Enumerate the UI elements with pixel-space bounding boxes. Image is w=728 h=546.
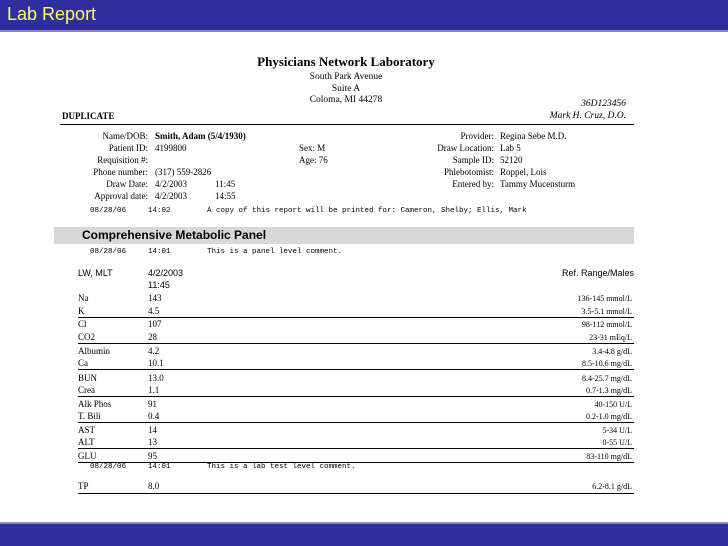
name-label: Name/DOB:	[102, 131, 148, 141]
lab-address-line2: Suite A	[331, 84, 361, 94]
result-name: Crea	[78, 385, 95, 395]
result-range: 8.5-10.6 mg/dL	[582, 359, 632, 368]
result-value: 10.1	[148, 358, 164, 368]
name-value: Smith, Adam (5/4/1930)	[155, 131, 246, 141]
draw-location-value: Lab 5	[500, 143, 521, 153]
copy-note-text: A copy of this report will be printed for: Cameron, Shelby; Ellis, Mark	[207, 207, 527, 215]
phone-value: (317) 559-2826	[155, 167, 212, 177]
result-value: 13.0	[148, 373, 164, 383]
result-value: 13	[148, 437, 157, 447]
result-range: 40-150 U/L	[594, 400, 632, 409]
phone-label: Phone number:	[93, 167, 148, 177]
result-value: 4.5	[148, 306, 160, 316]
copy-note-date: 08/28/06	[90, 207, 127, 215]
panel-comment-date: 08/28/06	[90, 248, 127, 256]
approval-date-value: 4/2/2003	[155, 191, 188, 201]
lab-name: Physicians Network Laboratory	[257, 54, 435, 69]
lab-director: Mark H. Cruz, D.O.	[549, 111, 626, 121]
header-rule	[60, 124, 634, 125]
phlebotomist-label: Phlebotomist:	[443, 167, 494, 177]
panel-header	[54, 227, 634, 244]
result-name: CO2	[78, 332, 96, 342]
result-value: 8.0	[148, 481, 160, 491]
result-range: 98-112 mmol/L	[581, 320, 632, 329]
result-group-divider	[78, 396, 634, 397]
sex-value: Sex: M	[299, 143, 326, 153]
result-value: 0.4	[148, 411, 160, 421]
result-name: Cl	[78, 319, 87, 329]
draw-date-value: 4/2/2003	[155, 179, 188, 189]
column-time: 11:45	[148, 280, 170, 290]
patient-id-value: 4199800	[155, 143, 187, 153]
draw-date-label: Draw Date:	[106, 179, 148, 189]
approval-date-label: Approval date:	[94, 191, 148, 201]
result-range: 5-34 U/L	[602, 426, 632, 435]
result-range: 3.5-5.1 mmol/L	[581, 307, 632, 316]
result-value: 91	[148, 399, 157, 409]
sample-id-label: Sample ID:	[452, 155, 494, 165]
result-name: BUN	[78, 373, 98, 383]
duplicate-label: DUPLICATE	[62, 111, 115, 121]
age-value: Age: 76	[299, 155, 328, 165]
result-range: 23-31 mEq/L	[589, 333, 632, 342]
result-name: Ca	[78, 358, 88, 368]
phlebotomist-value: Roppel, Lois	[500, 167, 547, 177]
slide-title: Lab Report	[7, 4, 97, 24]
column-date: 4/2/2003	[148, 268, 184, 278]
title-bar	[0, 0, 728, 30]
copy-note-time: 14:02	[148, 207, 171, 215]
provider-label: Provider:	[460, 131, 494, 141]
result-range: 0.7-1.3 mg/dL	[586, 386, 632, 395]
entered-by-value: Tammy Mucensturm	[500, 179, 576, 189]
lab-address-line1: South Park Avenue	[309, 72, 383, 82]
column-tech-label: LW, MLT	[78, 268, 113, 278]
result-name: Na	[78, 293, 89, 303]
result-value: 4.2	[148, 346, 160, 356]
approval-time-value: 14:55	[215, 191, 236, 201]
result-range: 136-145 mmol/L	[577, 294, 632, 303]
result-group-divider	[78, 369, 634, 370]
result-range: 6.2-8.1 g/dL	[592, 482, 632, 491]
result-name: T. Bili	[78, 411, 101, 421]
result-name: ALT	[78, 437, 95, 447]
lab-address-city: Coloma, MI 44278	[309, 95, 383, 105]
result-value: 28	[148, 332, 157, 342]
entered-by-label: Entered by:	[452, 179, 494, 189]
footer-bar	[0, 524, 728, 546]
draw-location-label: Draw Location:	[437, 143, 494, 153]
result-range: 83-110 mg/dL	[586, 452, 632, 461]
sample-id-value: 52120	[500, 155, 523, 165]
panel-comment-time: 14:01	[148, 248, 171, 256]
result-name: Alk Phos	[78, 399, 112, 409]
result-range: 0-55 U/L	[602, 438, 632, 447]
requisition-label: Requisition #:	[97, 155, 148, 165]
result-group-divider	[78, 493, 634, 494]
panel-title: Comprehensive Metabolic Panel	[82, 228, 267, 242]
patient-id-label: Patient ID:	[108, 143, 148, 153]
draw-time-value: 11:45	[215, 179, 236, 189]
result-range: 3.4-4.8 g/dL	[592, 347, 632, 356]
result-value: 14	[148, 425, 157, 435]
result-name: GLU	[78, 451, 97, 461]
provider-value: Regina Sebe M.D.	[500, 131, 567, 141]
result-name: TP	[78, 481, 89, 491]
result-name: AST	[78, 425, 96, 435]
result-group-divider	[78, 317, 634, 318]
test-comment-time: 14:01	[148, 463, 171, 471]
result-value: 95	[148, 451, 157, 461]
lab-code: 36D123456	[581, 99, 626, 109]
result-value: 107	[148, 319, 162, 329]
result-group-divider	[78, 343, 634, 344]
range-header: Ref. Range/Males	[561, 268, 634, 278]
result-value: 143	[148, 293, 162, 303]
result-range: 0.2-1.0 mg/dL	[586, 412, 632, 421]
result-range: 8.4-25.7 mg/dL	[582, 374, 632, 383]
result-name: K	[78, 306, 85, 316]
result-value: 1.1	[148, 385, 160, 395]
title-divider	[0, 30, 728, 32]
test-comment-date: 08/28/06	[90, 463, 127, 471]
panel-comment-text: This is a panel level comment.	[207, 248, 343, 256]
test-comment-text: This is a lab test level comment.	[207, 463, 356, 471]
result-name: Albumin	[78, 346, 111, 356]
result-group-divider	[78, 422, 634, 423]
result-group-divider	[78, 448, 634, 449]
